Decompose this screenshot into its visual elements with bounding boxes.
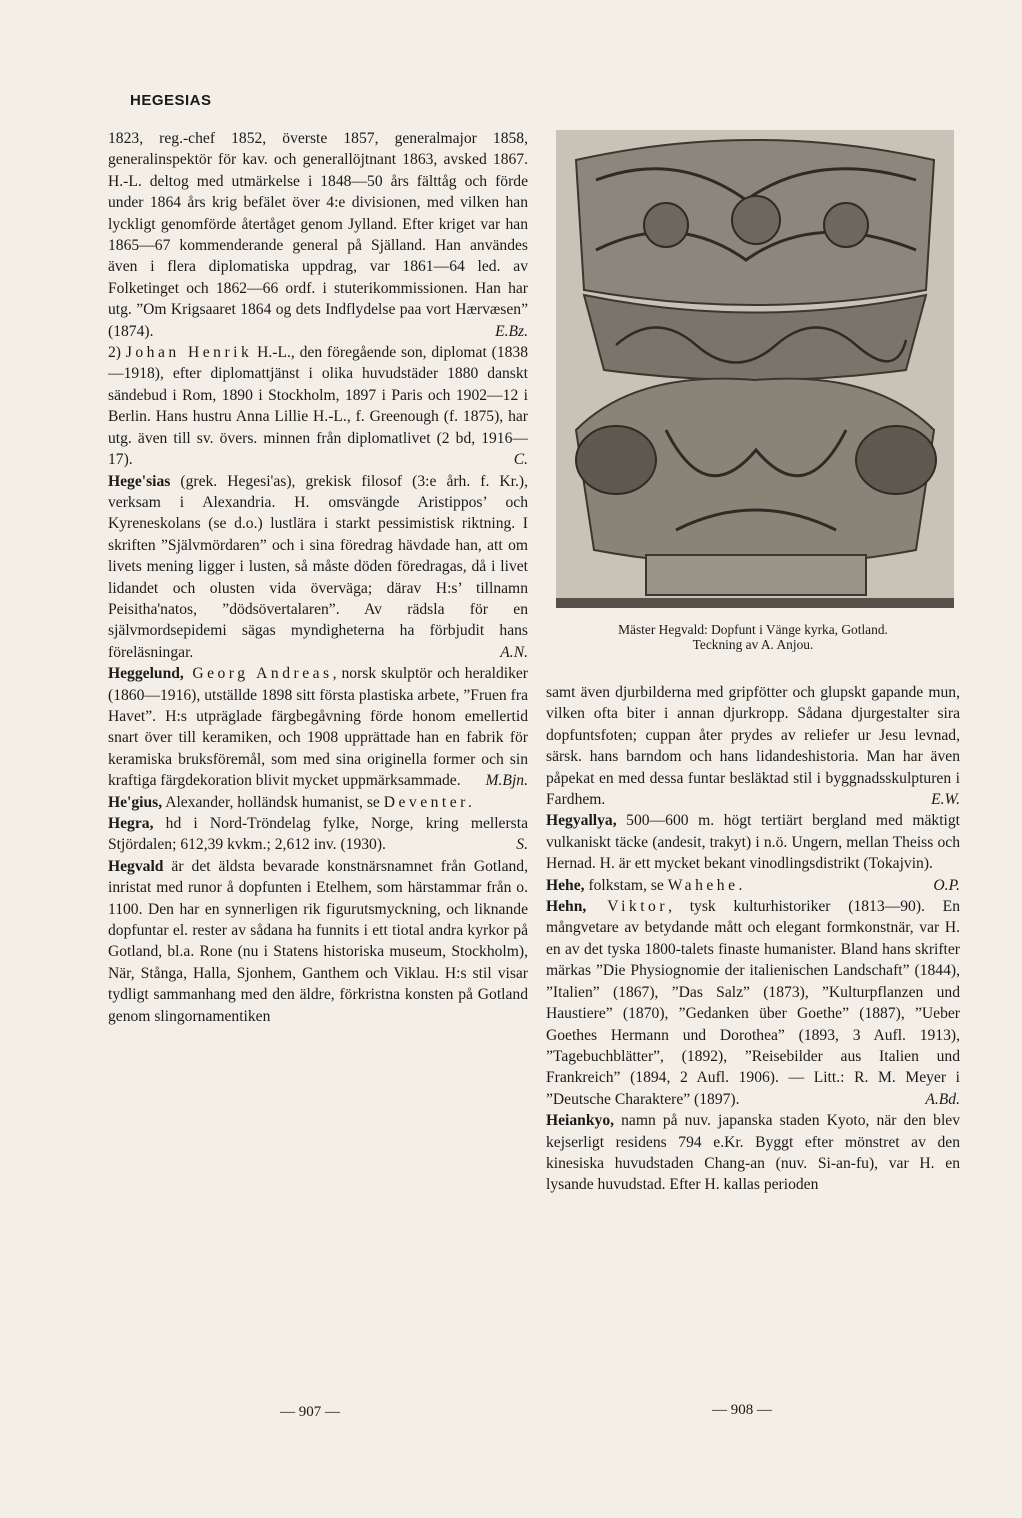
page-number-left: — 907 — xyxy=(280,1404,340,1420)
article-entry: Hegvald är det äldsta bevarade konstnärsnamnet från Gotland, inristat med runor å dopfunten i Etelhem, som härstammar från o. 1100. Den har en synnerligen rik figurutsmyckning, och liknande dopfuntar el. rester av sådana ha funnits i ett tiotal andra kyrkor på Gotland, bl.a. Rone (nu i Statens historiska museum, Stockholm), När, Stånga, Halla, Sjonhem, Ganthem och Viklau. H:s stil visar tydligt sammanhang med den äldre, förkristna konsten på Gotland genom slingornamentiken xyxy=(108,857,528,1025)
cross-reference: Deventer. xyxy=(383,793,476,811)
baptismal-font-illustration xyxy=(556,130,954,608)
article-paragraph: 1823, reg.-chef 1852, överste 1857, generalmajor 1858, generalinspektör för kav. och generallöjtnant 1863, avsked 1867. H.-L. deltog med utmärkelse i 1848—50 års fälttåg och förde under 1864 års krig befälet över 4:e divisionen, med vilken han lyckligt genomförde återtåget genom Jylland. Efter kriget var han 1865—67 kommenderande general på Själland. Han användes även i flera diplomatiska uppdrag, var 1861—64 led. av Folketinget och 1862—66 ordf. i stuterikommissionen. Han har utg. ”Om Krigsaaret 1864 og dets Indflydelse paa vort Hærvæsen” (1874). E.Bz. xyxy=(108,128,528,342)
signature: O.P. xyxy=(933,876,960,894)
left-column xyxy=(108,128,528,1027)
article-entry: Hege'sias (grek. Hegesi'as), grekisk filosof (3:e årh. f. Kr.), verksam i Alexandria. H. omsvängde Aristippos’ och Kyreneskolans (se d.o.) lustlära i starkt pessimistisk riktning. I skriften ”Självmördaren” och i sina föredrag hävdade han, att om livets mening ligger i lusten, så måste döden föredragas, då i livet lidandet och olusten vida överväga; därav H:s’ tillnamn Peisitha'natos, ”dödsövertalaren”. Av rädsla för en självmordsepidemi sägas myndigheterna ha förbjudit hans föreläsningar. A.N. xyxy=(108,471,528,664)
article-paragraph: samt även djurbilderna med gripfötter och glupskt gapande mun, vilken ofta biter i annan djurkropp. Sådana djurgestalter sira dopfuntsfoten; cuppan åter prydes av reliefer ur Jesu levnad, särsk. hans barndom och hans lidandeshistoria. Man har även påpekat en med dessa funtar besläktad stil i byggnadsskulpturen i Fardhem. E.W. xyxy=(546,682,960,810)
headword: Hehe, xyxy=(546,876,585,894)
signature: C. xyxy=(513,451,528,469)
spaced-name: Georg Andreas xyxy=(183,665,333,683)
signature: E.W. xyxy=(931,791,960,809)
spaced-name: Johan Henrik xyxy=(125,344,253,362)
article-entry: He'gius, Alexander, holländsk humanist, se Deventer. xyxy=(108,793,476,811)
cross-reference: Wahehe. xyxy=(667,876,746,894)
article-entry: Hehe, folkstam, se Wahehe. xyxy=(546,876,746,894)
signature: M.Bjn. xyxy=(485,772,528,790)
article-entry: Hegyallya, 500—600 m. högt tertiärt bergland med mäktigt vulkaniskt täcke (andesit, trakyt) i n.ö. Ungern, mellan Theiss och Hernad. H. är ett mycket bekant vinodlingsdistrikt (Tokajvin). O.P. xyxy=(546,810,960,874)
headword: Hegra, xyxy=(108,815,154,832)
headword: Hegvald xyxy=(108,857,164,875)
font-drawing xyxy=(556,130,954,608)
article-entry: Heggelund, Georg Andreas, norsk skulptör och heraldiker (1860—1916), utställde 1898 sitt första plastiska arbete, ”Fruen fra Havet”. H:s utpräglade färgbegåvning förde honom emellertid snart över till keramiken, och 1908 upprättade han en fabrik för keramiska bruksföremål, som med sina originella former och sin kraftiga färgdekoration blivit mycket uppmärksammade. M.Bjn. xyxy=(108,663,528,791)
signature: S. xyxy=(516,836,528,854)
article-entry: Heiankyo, namn på nuv. japanska staden Kyoto, när den blev kejserligt residens 794 e.Kr. Byggt efter mönstret av den kinesiska huvudstaden Chang-an (nuv. Si-an-fu), var H. en lysande huvudstad. Efter H. kallas perioden xyxy=(546,1112,960,1194)
running-header: HEGESIAS xyxy=(130,92,212,109)
signature: A.N. xyxy=(500,643,528,661)
headword: Heggelund, xyxy=(108,665,184,683)
signature: E.Bz. xyxy=(495,322,528,340)
page-number-right: — 908 — xyxy=(712,1402,772,1418)
right-column xyxy=(546,682,960,1196)
headword: Hegyallya, xyxy=(546,812,617,830)
headword: Heiankyo, xyxy=(546,1112,615,1130)
spaced-name: Viktor xyxy=(586,898,669,916)
headword: Hege'sias xyxy=(108,472,171,490)
article-entry: Hehn, Viktor, tysk kulturhistoriker (1813—90). En mångvetare av betydande mått och elegant formkonstnär, var H. en av det tyska 1800-talets finaste humanister. Bland hans skrifter märkas ”Die Physiognomie der italienischen Landschaft” (1844), ”Italien” (1867), ”Das Salz” (1873), ”Kulturpflanzen und Haustiere” (1870), ”Gedanken über Goethe” (1887), ”Ueber Goethes Hermann und Dorothea” (1893, 3 Aufl. 1913), ”Tagebuchblätter”, (1892), ”Reisebilder aus Italien und Frankreich” (1894, 2 Aufl. 1906). — Litt.: R. M. Meyer i ”Deutsche Charaktere” (1897). A.Bd. xyxy=(546,896,960,1110)
article-entry: Hegra, hd i Nord-Tröndelag fylke, Norge, kring mellersta Stjördalen; 612,39 kvkm.; 2,612 inv. (1930). S. xyxy=(108,813,528,856)
article-paragraph: 2) Johan Henrik H.-L., den föregående son, diplomat (1838—1918), efter diplomattjänst i olika huvudstäder 1880 danskt sändebud i Rom, 1890 i Stockholm, 1897 i Paris och 1902—12 i Berlin. Hans hustru Anna Lillie H.-L., f. Greenough (f. 1875), har utg. även till sv. övers. minnen från diplomatlivet (2 bd, 1916—17). C. xyxy=(108,342,528,470)
headword: He'gius, xyxy=(108,793,163,811)
signature: A.Bd. xyxy=(925,1090,960,1108)
illustration-caption: Mäster Hegvald: Dopfunt i Vänge kyrka, Gotland. Teckning av A. Anjou. xyxy=(618,622,888,652)
headword: Hehn, xyxy=(546,898,587,916)
